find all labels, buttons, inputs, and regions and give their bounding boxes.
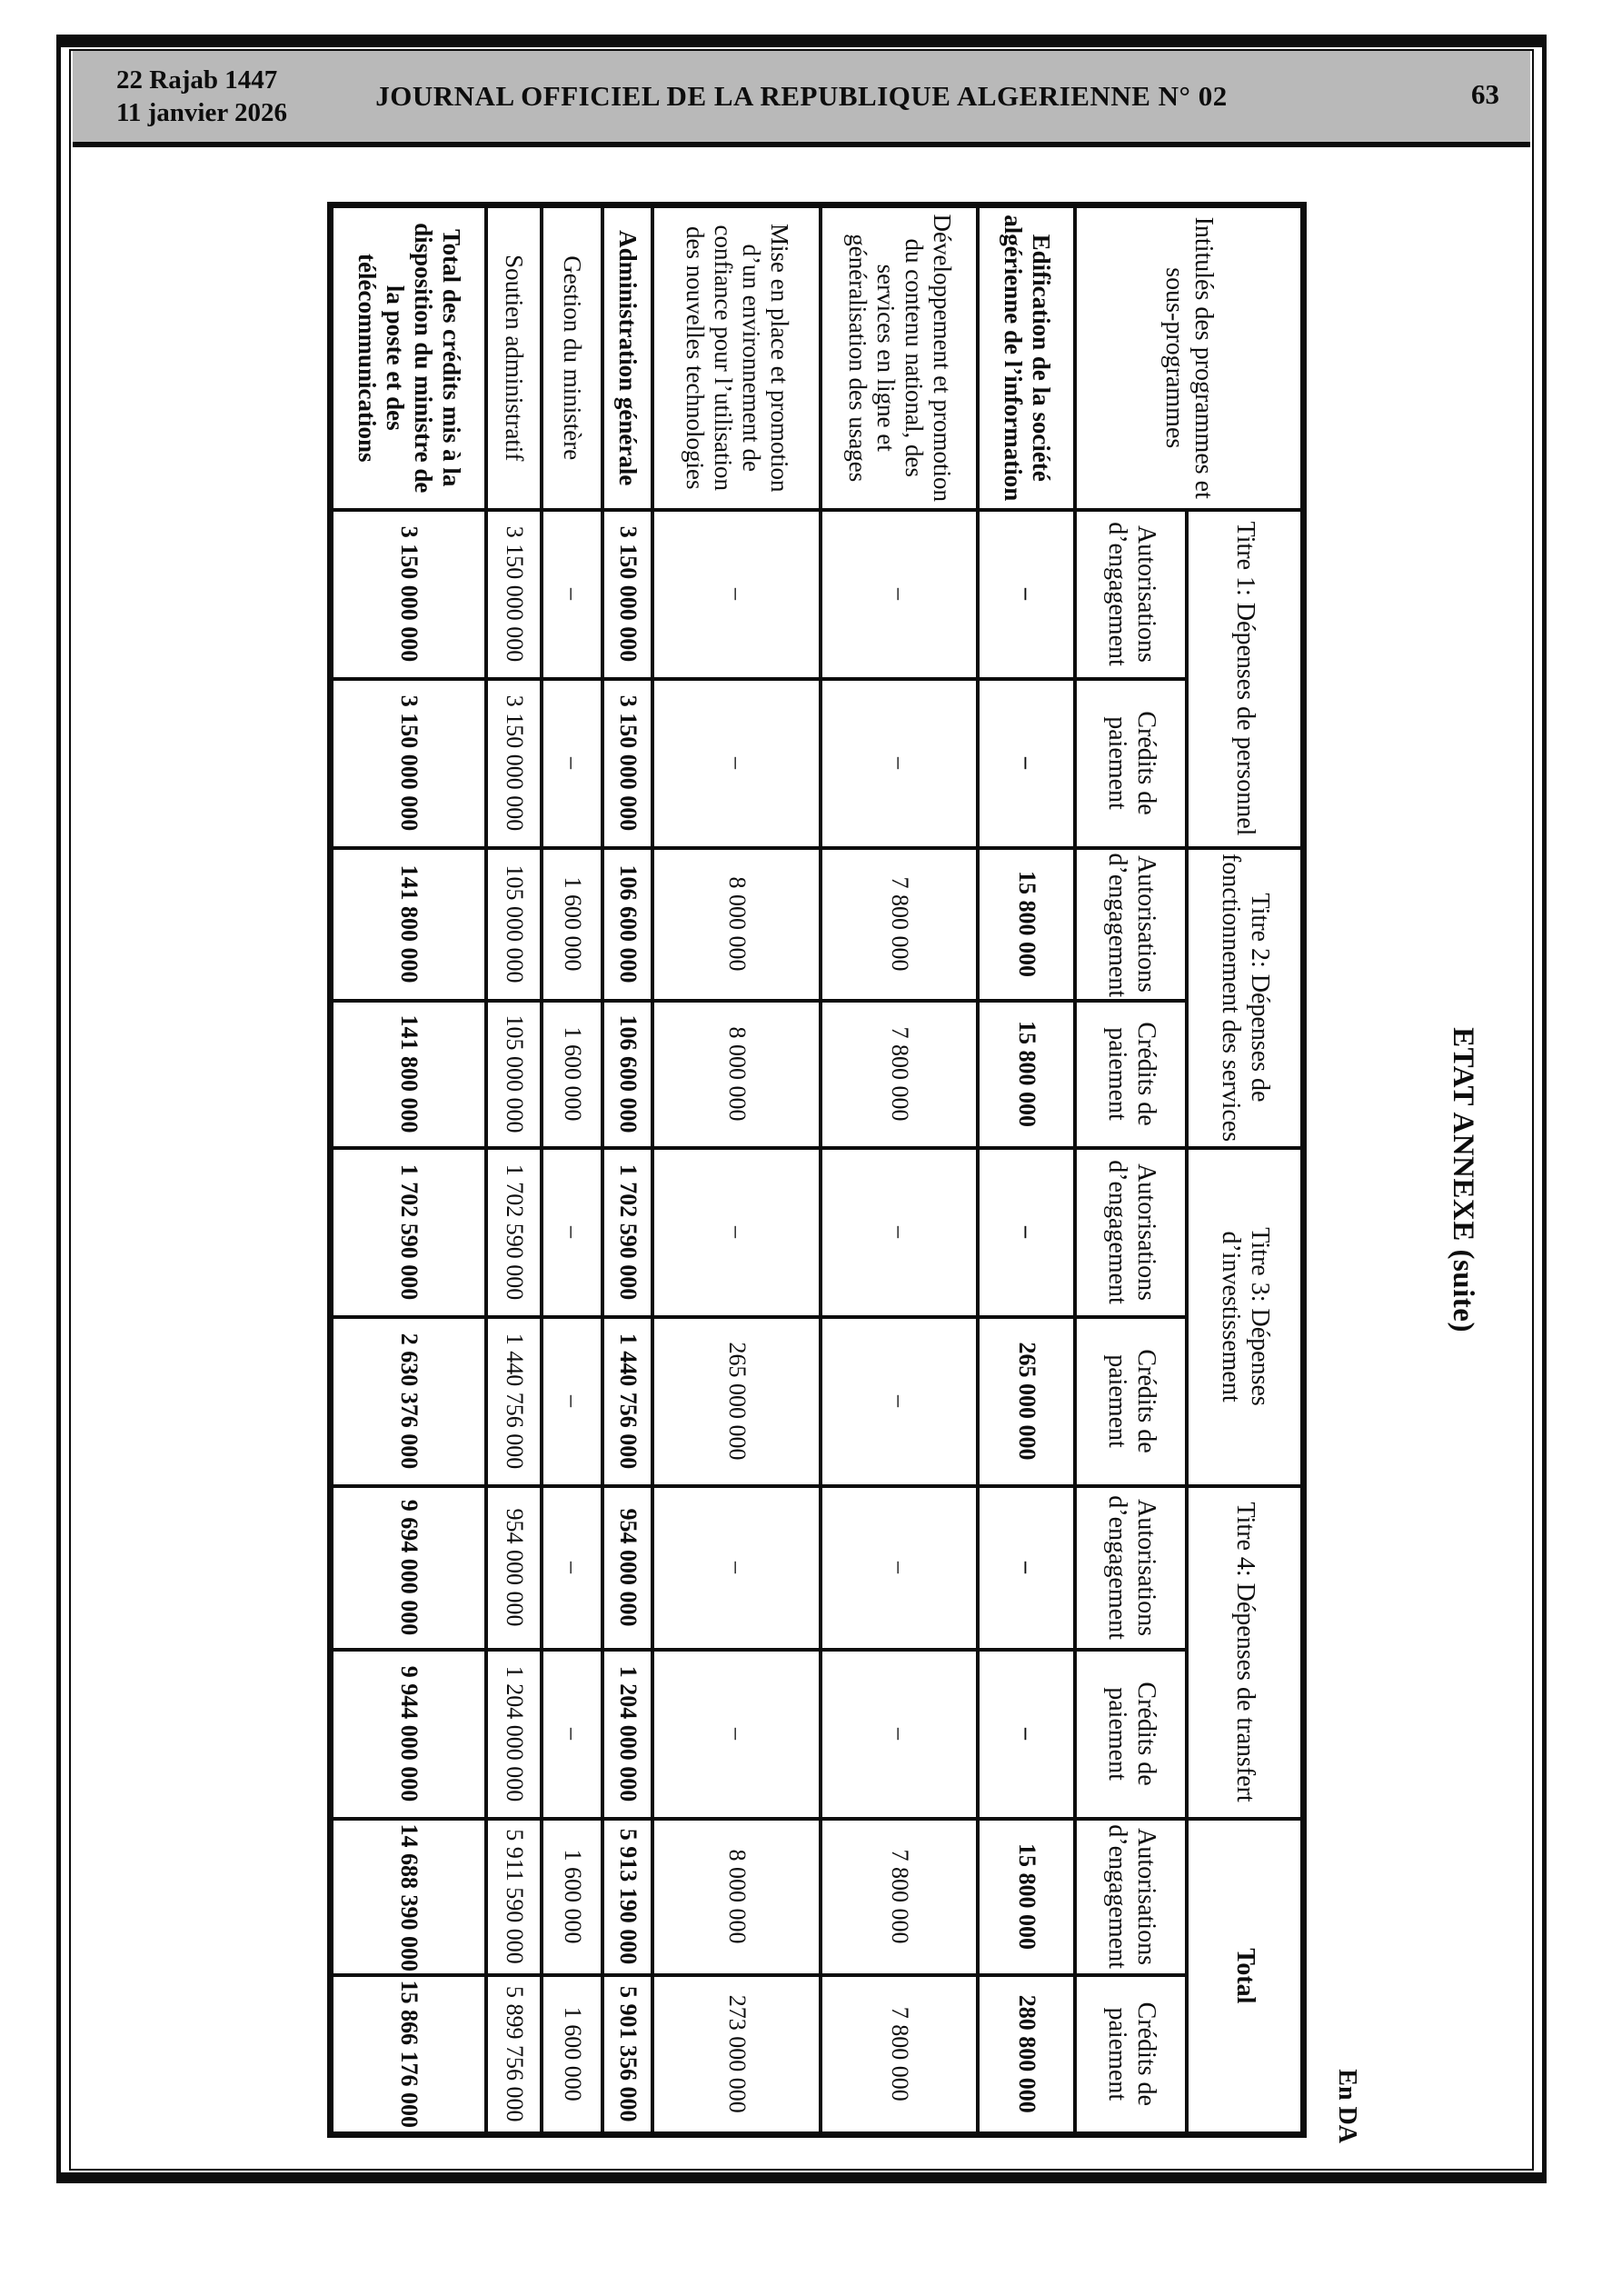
total-group-header: Total bbox=[1188, 1819, 1304, 2135]
value-cell: 5 913 190 000 bbox=[603, 1819, 653, 1975]
table-body bbox=[331, 205, 1076, 2135]
value-cell: 3 150 000 000 bbox=[603, 679, 653, 848]
table-header bbox=[1076, 205, 1304, 2135]
value-cell: 1 702 590 000 bbox=[331, 1148, 487, 1317]
value-cell: – bbox=[653, 1148, 821, 1317]
value-cell: 280 800 000 bbox=[979, 1975, 1076, 2135]
masthead-page-number: 63 bbox=[1471, 78, 1499, 110]
value-cell: 7 800 000 bbox=[821, 1001, 979, 1148]
value-cell: 15 800 000 bbox=[979, 848, 1076, 1001]
title3-group-header: Titre 3: Dépenses d’investissement bbox=[1188, 1148, 1304, 1486]
value-cell: – bbox=[821, 510, 979, 679]
masthead-date-gregorian: 11 janvier 2026 bbox=[116, 98, 287, 128]
value-cell: – bbox=[979, 1650, 1076, 1819]
value-cell: 3 150 000 000 bbox=[487, 679, 542, 848]
value-cell: 3 150 000 000 bbox=[331, 679, 487, 848]
value-cell: 1 702 590 000 bbox=[603, 1148, 653, 1317]
title2-group-header: Titre 2: Dépenses de fonctionnement des services bbox=[1188, 848, 1304, 1148]
value-cell: – bbox=[653, 679, 821, 848]
value-cell: 1 702 590 000 bbox=[487, 1148, 542, 1317]
value-cell: 15 866 176 000 bbox=[331, 1975, 487, 2135]
subheader-cp: Crédits de paiement bbox=[1076, 1317, 1188, 1486]
masthead-dates bbox=[116, 64, 287, 130]
table-row bbox=[821, 205, 979, 2135]
value-cell: – bbox=[542, 510, 603, 679]
table-row bbox=[979, 205, 1076, 2135]
value-cell: 1 600 000 bbox=[542, 1975, 603, 2135]
value-cell: – bbox=[542, 1650, 603, 1819]
value-cell: 106 600 000 bbox=[603, 1001, 653, 1148]
value-cell: 954 000 000 bbox=[487, 1486, 542, 1650]
currency-note: En DA bbox=[1333, 2069, 1361, 2143]
value-cell: 5 899 756 000 bbox=[487, 1975, 542, 2135]
value-cell: 7 800 000 bbox=[821, 1975, 979, 2135]
value-cell: 1 440 756 000 bbox=[487, 1317, 542, 1486]
value-cell: 9 944 000 000 bbox=[331, 1650, 487, 1819]
program-name-cell: Mise en place et promotion d’un environnement de confiance pour l’utilisation des nouvelles technologies bbox=[653, 205, 821, 510]
value-cell: – bbox=[542, 1317, 603, 1486]
value-cell: 954 000 000 bbox=[603, 1486, 653, 1650]
value-cell: 8 000 000 bbox=[653, 848, 821, 1001]
masthead-date-hijri: 22 Rajab 1447 bbox=[116, 65, 278, 95]
value-cell: – bbox=[821, 1650, 979, 1819]
value-cell: 8 000 000 bbox=[653, 1001, 821, 1148]
value-cell: – bbox=[821, 1148, 979, 1317]
budget-table bbox=[327, 202, 1307, 2138]
value-cell: – bbox=[979, 1486, 1076, 1650]
value-cell: 141 800 000 bbox=[331, 1001, 487, 1148]
value-cell: 3 150 000 000 bbox=[603, 510, 653, 679]
value-cell: – bbox=[821, 1486, 979, 1650]
value-cell: 2 630 376 000 bbox=[331, 1317, 487, 1486]
value-cell: – bbox=[653, 1486, 821, 1650]
value-cell: 265 000 000 bbox=[653, 1317, 821, 1486]
program-column-header: Intitulés des programmes et sous-programmes bbox=[1076, 205, 1304, 510]
program-name-cell: Développement et promotion du contenu national, des services en ligne et généralisation des usages bbox=[821, 205, 979, 510]
table-row bbox=[603, 205, 653, 2135]
subheader-ae: Autorisations d’engagement bbox=[1076, 1486, 1188, 1650]
program-name-cell: Total des crédits mis à la disposition du ministre de la poste et des télécommunications bbox=[331, 205, 487, 510]
value-cell: – bbox=[653, 510, 821, 679]
value-cell: – bbox=[979, 510, 1076, 679]
value-cell: 1 440 756 000 bbox=[603, 1317, 653, 1486]
value-cell: 1 204 000 000 bbox=[603, 1650, 653, 1819]
value-cell: 273 000 000 bbox=[653, 1975, 821, 2135]
value-cell: 265 000 000 bbox=[979, 1317, 1076, 1486]
subheader-ae: Autorisations d’engagement bbox=[1076, 1148, 1188, 1317]
table-row bbox=[487, 205, 542, 2135]
value-cell: – bbox=[821, 1317, 979, 1486]
table-row bbox=[653, 205, 821, 2135]
subheader-ae: Autorisations d’engagement bbox=[1076, 510, 1188, 679]
annex-title: ETAT ANNEXE (suite) bbox=[1447, 1027, 1479, 1333]
value-cell: 7 800 000 bbox=[821, 1819, 979, 1975]
program-name-cell: Administration générale bbox=[603, 205, 653, 510]
table-row bbox=[542, 205, 603, 2135]
program-name-cell: Gestion du ministère bbox=[542, 205, 603, 510]
program-name-cell: Soutien administratif bbox=[487, 205, 542, 510]
annex-sheet bbox=[307, 180, 1488, 2180]
value-cell: – bbox=[821, 679, 979, 848]
value-cell: – bbox=[542, 1148, 603, 1317]
value-cell: 15 800 000 bbox=[979, 1001, 1076, 1148]
value-cell: 8 000 000 bbox=[653, 1819, 821, 1975]
value-cell: 5 911 590 000 bbox=[487, 1819, 542, 1975]
value-cell: 105 000 000 bbox=[487, 1001, 542, 1148]
masthead bbox=[73, 51, 1530, 147]
value-cell: 14 688 390 000 bbox=[331, 1819, 487, 1975]
subheader-cp: Crédits de paiement bbox=[1076, 1001, 1188, 1148]
value-cell: – bbox=[653, 1650, 821, 1819]
value-cell: 1 600 000 bbox=[542, 1001, 603, 1148]
value-cell: – bbox=[979, 1148, 1076, 1317]
subheader-cp: Crédits de paiement bbox=[1076, 679, 1188, 848]
value-cell: 5 901 356 000 bbox=[603, 1975, 653, 2135]
subheader-cp: Crédits de paiement bbox=[1076, 1650, 1188, 1819]
value-cell: 106 600 000 bbox=[603, 848, 653, 1001]
value-cell: 141 800 000 bbox=[331, 848, 487, 1001]
value-cell: 15 800 000 bbox=[979, 1819, 1076, 1975]
masthead-title: JOURNAL OFFICIEL DE LA REPUBLIQUE ALGERIENNE N° 02 bbox=[375, 80, 1228, 112]
subheader-ae: Autorisations d’engagement bbox=[1076, 848, 1188, 1001]
subheader-cp: Crédits de paiement bbox=[1076, 1975, 1188, 2135]
value-cell: – bbox=[542, 1486, 603, 1650]
value-cell: 1 600 000 bbox=[542, 848, 603, 1001]
value-cell: 7 800 000 bbox=[821, 848, 979, 1001]
value-cell: 9 694 000 000 bbox=[331, 1486, 487, 1650]
value-cell: – bbox=[979, 679, 1076, 848]
subheader-ae: Autorisations d’engagement bbox=[1076, 1819, 1188, 1975]
table-row bbox=[331, 205, 487, 2135]
title4-group-header: Titre 4: Dépenses de transfert bbox=[1188, 1486, 1304, 1819]
value-cell: 3 150 000 000 bbox=[487, 510, 542, 679]
value-cell: 1 204 000 000 bbox=[487, 1650, 542, 1819]
title1-group-header: Titre 1: Dépenses de personnel bbox=[1188, 510, 1304, 848]
header-group-row bbox=[1188, 205, 1304, 2135]
value-cell: – bbox=[542, 679, 603, 848]
value-cell: 1 600 000 bbox=[542, 1819, 603, 1975]
value-cell: 105 000 000 bbox=[487, 848, 542, 1001]
value-cell: 3 150 000 000 bbox=[331, 510, 487, 679]
program-name-cell: Edification de la société algérienne de l’information bbox=[979, 205, 1076, 510]
